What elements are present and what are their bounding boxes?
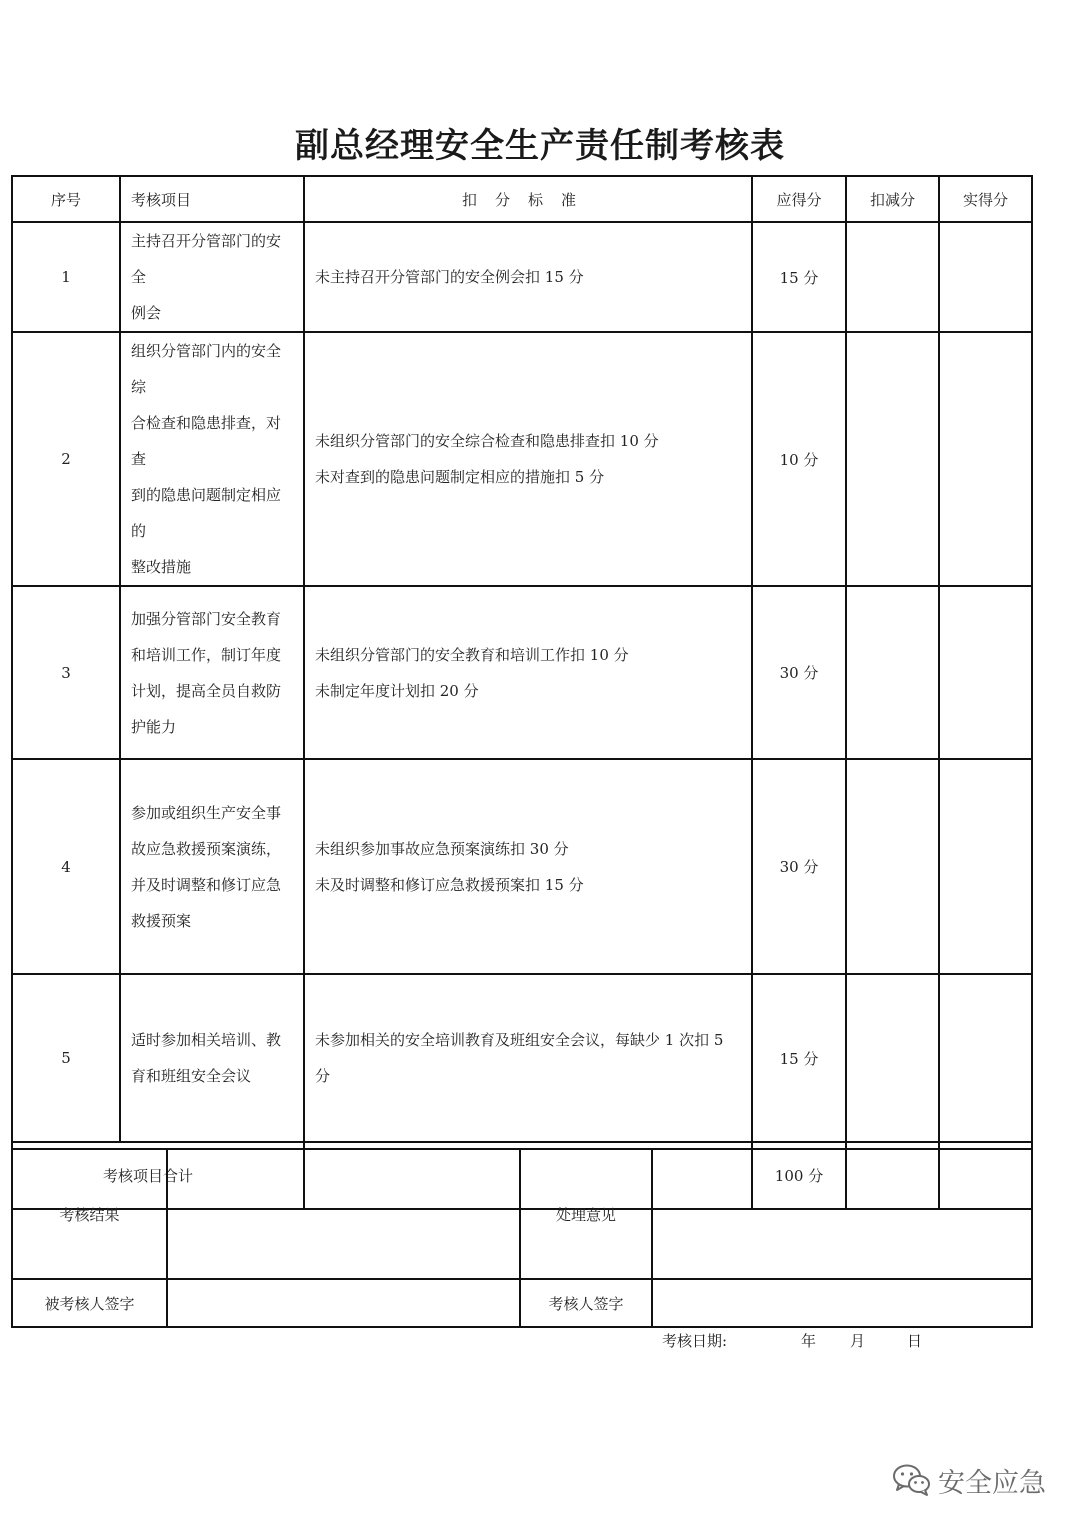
- header-seq: 序号: [12, 176, 120, 222]
- header-deduct: 扣减分: [846, 176, 939, 222]
- item-line: 加强分管部门安全教育: [131, 609, 282, 628]
- total-label: 考核项目合计: [12, 1142, 304, 1209]
- header-item: 考核项目: [120, 176, 304, 222]
- table-row: [12, 974, 1032, 1142]
- row-item: [120, 586, 304, 759]
- item-line: 计划，提高全员自救防: [131, 681, 282, 700]
- standard-line: 未对查到的隐患问题制定相应的措施扣 5 分: [315, 468, 605, 486]
- item-line: 到的隐患问题制定相应的: [131, 486, 282, 540]
- row-actual-score[interactable]: [939, 974, 1032, 1142]
- date-day: 日: [907, 1332, 923, 1350]
- row-item: [120, 974, 304, 1142]
- header-actual: 实得分: [939, 176, 1032, 222]
- result-table: [11, 1148, 1033, 1328]
- item-line: 育和班组安全会议: [131, 1067, 252, 1085]
- item-line: 故应急救援预案演练，: [131, 839, 282, 858]
- row-actual-score[interactable]: [939, 759, 1032, 974]
- row-due-score: 30 分: [752, 586, 846, 759]
- standard-line: 未参加相关的安全培训教育及班组安全会议，每缺少 1 次扣 5 分: [315, 1031, 724, 1085]
- date-label: 考核日期:: [662, 1332, 728, 1350]
- result-row: [12, 1149, 1032, 1279]
- standard-line: 未组织分管部门的安全教育和培训工作扣 10 分: [315, 645, 629, 664]
- item-line: 救援预案: [131, 911, 192, 930]
- row-standard: [304, 759, 752, 974]
- row-actual-score[interactable]: [939, 586, 1032, 759]
- assessor-sign-label: 考核人签字: [520, 1279, 652, 1327]
- date-year: 年: [801, 1332, 817, 1350]
- item-line: 适时参加相关培训、教: [131, 1031, 282, 1049]
- row-deduct-score[interactable]: [846, 222, 939, 332]
- total-due-score: 100 分: [752, 1142, 846, 1209]
- row-deduct-score[interactable]: [846, 332, 939, 586]
- row-actual-score[interactable]: [939, 222, 1032, 332]
- table-row: [12, 222, 1032, 332]
- page-title: 副总经理安全生产责任制考核表: [295, 126, 785, 166]
- item-line: 整改措施: [131, 558, 192, 576]
- row-deduct-score[interactable]: [846, 974, 939, 1142]
- row-standard: [304, 222, 752, 332]
- date-month: 月: [850, 1332, 866, 1350]
- row-standard: [304, 332, 752, 586]
- assessee-sign-field[interactable]: [167, 1279, 520, 1327]
- item-line: 护能力: [131, 717, 177, 736]
- row-due-score: 30 分: [752, 759, 846, 974]
- opinion-label: 处理意见: [520, 1149, 652, 1279]
- row-deduct-score[interactable]: [846, 759, 939, 974]
- row-standard: [304, 974, 752, 1142]
- watermark: [892, 1458, 1046, 1502]
- item-line: 组织分管部门内的安全综: [131, 342, 282, 396]
- standard-line: 未组织分管部门的安全综合检查和隐患排查扣 10 分: [315, 432, 659, 450]
- assessment-table: [11, 175, 1033, 1210]
- wechat-icon: [892, 1463, 932, 1497]
- row-due-score: 15 分: [752, 974, 846, 1142]
- item-line: 和培训工作，制订年度: [131, 645, 282, 664]
- table-row: [12, 586, 1032, 759]
- row-deduct-score[interactable]: [846, 586, 939, 759]
- row-seq: 2: [12, 332, 120, 586]
- row-standard: [304, 586, 752, 759]
- row-due-score: 10 分: [752, 332, 846, 586]
- result-field[interactable]: [167, 1149, 520, 1279]
- result-label: 考核结果: [12, 1149, 167, 1279]
- assessee-sign-label: 被考核人签字: [12, 1279, 167, 1327]
- header-row: [12, 176, 1032, 222]
- opinion-field[interactable]: [652, 1149, 1032, 1279]
- watermark-text: 安全应急: [938, 1467, 1046, 1499]
- standard-line: 未及时调整和修订应急救援预案扣 15 分: [315, 875, 584, 894]
- item-line: 主持召开分管部门的安全: [131, 232, 282, 286]
- row-actual-score[interactable]: [939, 332, 1032, 586]
- row-seq: 1: [12, 222, 120, 332]
- header-standard: 扣分标准: [304, 176, 752, 222]
- signature-row: [12, 1279, 1032, 1327]
- table-row: [12, 759, 1032, 974]
- item-line: 参加或组织生产安全事: [131, 803, 282, 822]
- standard-line: 未主持召开分管部门的安全例会扣 15 分: [315, 268, 584, 286]
- standard-line: 未组织参加事故应急预案演练扣 30 分: [315, 839, 569, 858]
- row-item: [120, 222, 304, 332]
- row-seq: 4: [12, 759, 120, 974]
- item-line: 合检查和隐患排查，对查: [131, 414, 282, 468]
- item-line: 例会: [131, 304, 162, 322]
- row-seq: 5: [12, 974, 120, 1142]
- row-item: [120, 759, 304, 974]
- row-due-score: 15 分: [752, 222, 846, 332]
- assessor-sign-field[interactable]: [652, 1279, 1032, 1327]
- header-due: 应得分: [752, 176, 846, 222]
- row-seq: 3: [12, 586, 120, 759]
- row-item: [120, 332, 304, 586]
- table-row: [12, 332, 1032, 586]
- item-line: 并及时调整和修订应急: [131, 875, 282, 894]
- standard-line: 未制定年度计划扣 20 分: [315, 681, 479, 700]
- assessment-date: [0, 1330, 1080, 1352]
